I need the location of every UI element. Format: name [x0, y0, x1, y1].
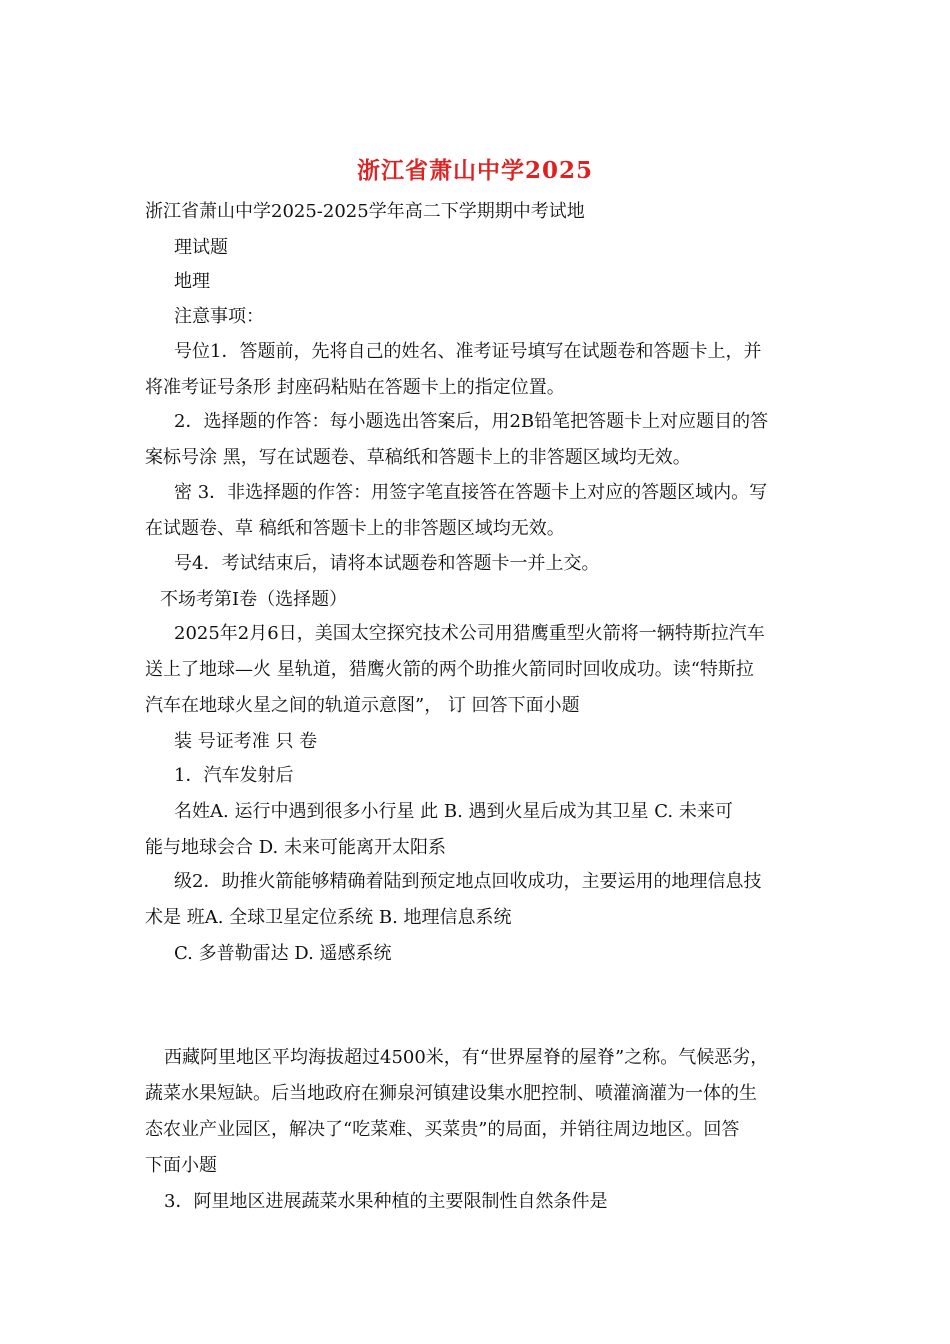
text-line: 案标号涂 黑，写在试题卷、草稿纸和答题卡上的非答题区域均无效。 [145, 447, 691, 468]
text-line: 态农业产业园区，解决了“吃菜难、买菜贵”的局面，并销往周边地区。回答 [145, 1119, 740, 1140]
text-line: 不场考第I卷（选择题） [160, 589, 348, 610]
text-line: 在试题卷、草 稿纸和答题卡上的非答题区域均无效。 [145, 518, 565, 539]
text-line: 2025年2月6日，美国太空探究技术公司用猎鹰重型火箭将一辆特斯拉汽车 [174, 623, 765, 644]
text-line: 2．选择题的作答：每小题选出答案后，用2B铅笔把答题卡上对应题目的答 [174, 411, 769, 432]
text-line: 汽车在地球火星之间的轨道示意图”， 订 回答下面小题 [145, 695, 580, 716]
text-line: 1．汽车发射后 [174, 765, 294, 786]
text-line: 号位1．答题前，先将自己的姓名、准考证号填写在试题卷和答题卡上，并 [174, 341, 762, 362]
text-line: 西藏阿里地区平均海拔超过4500米，有“世界屋脊的屋脊”之称。气候恶劣， [164, 1047, 769, 1068]
text-line: 地理 [174, 271, 210, 292]
text-line: 能与地球会合 D. 未来可能离开太阳系 [145, 837, 446, 858]
text-line: 术是 班A. 全球卫星定位系统 B. 地理信息系统 [145, 907, 512, 928]
text-line: 下面小题 [145, 1155, 217, 1176]
text-line: 号4．考试结束后，请将本试题卷和答题卡一并上交。 [174, 553, 600, 574]
text-line: C. 多普勒雷达 D. 遥感系统 [174, 943, 392, 964]
text-line: 蔬菜水果短缺。后当地政府在狮泉河镇建设集水肥控制、喷灌滴灌为一体的生 [145, 1083, 757, 1104]
text-line: 浙江省萧山中学2025-2025学年高二下学期期中考试地 [145, 201, 585, 222]
text-line: 送上了地球—火 星轨道，猎鹰火箭的两个助推火箭同时回收成功。读“特斯拉 [145, 659, 754, 680]
text-line: 密 3．非选择题的作答：用签字笔直接答在答题卡上对应的答题区域内。写 [174, 482, 768, 503]
text-line: 3．阿里地区进展蔬菜水果种植的主要限制性自然条件是 [164, 1191, 608, 1212]
text-line: 级2．助推火箭能够精确着陆到预定地点回收成功，主要运用的地理信息技 [174, 871, 762, 892]
text-line: 装 号证考准 只 卷 [174, 731, 318, 752]
text-line: 理试题 [174, 237, 228, 258]
text-line: 名姓A. 运行中遇到很多小行星 此 B. 遇到火星后成为其卫星 C. 未来可 [174, 801, 733, 822]
document-title: 浙江省萧山中学2025 [356, 157, 593, 184]
text-line: 将准考证号条形 封座码粘贴在答题卡上的指定位置。 [145, 377, 565, 398]
text-line: 注意事项： [174, 306, 264, 327]
